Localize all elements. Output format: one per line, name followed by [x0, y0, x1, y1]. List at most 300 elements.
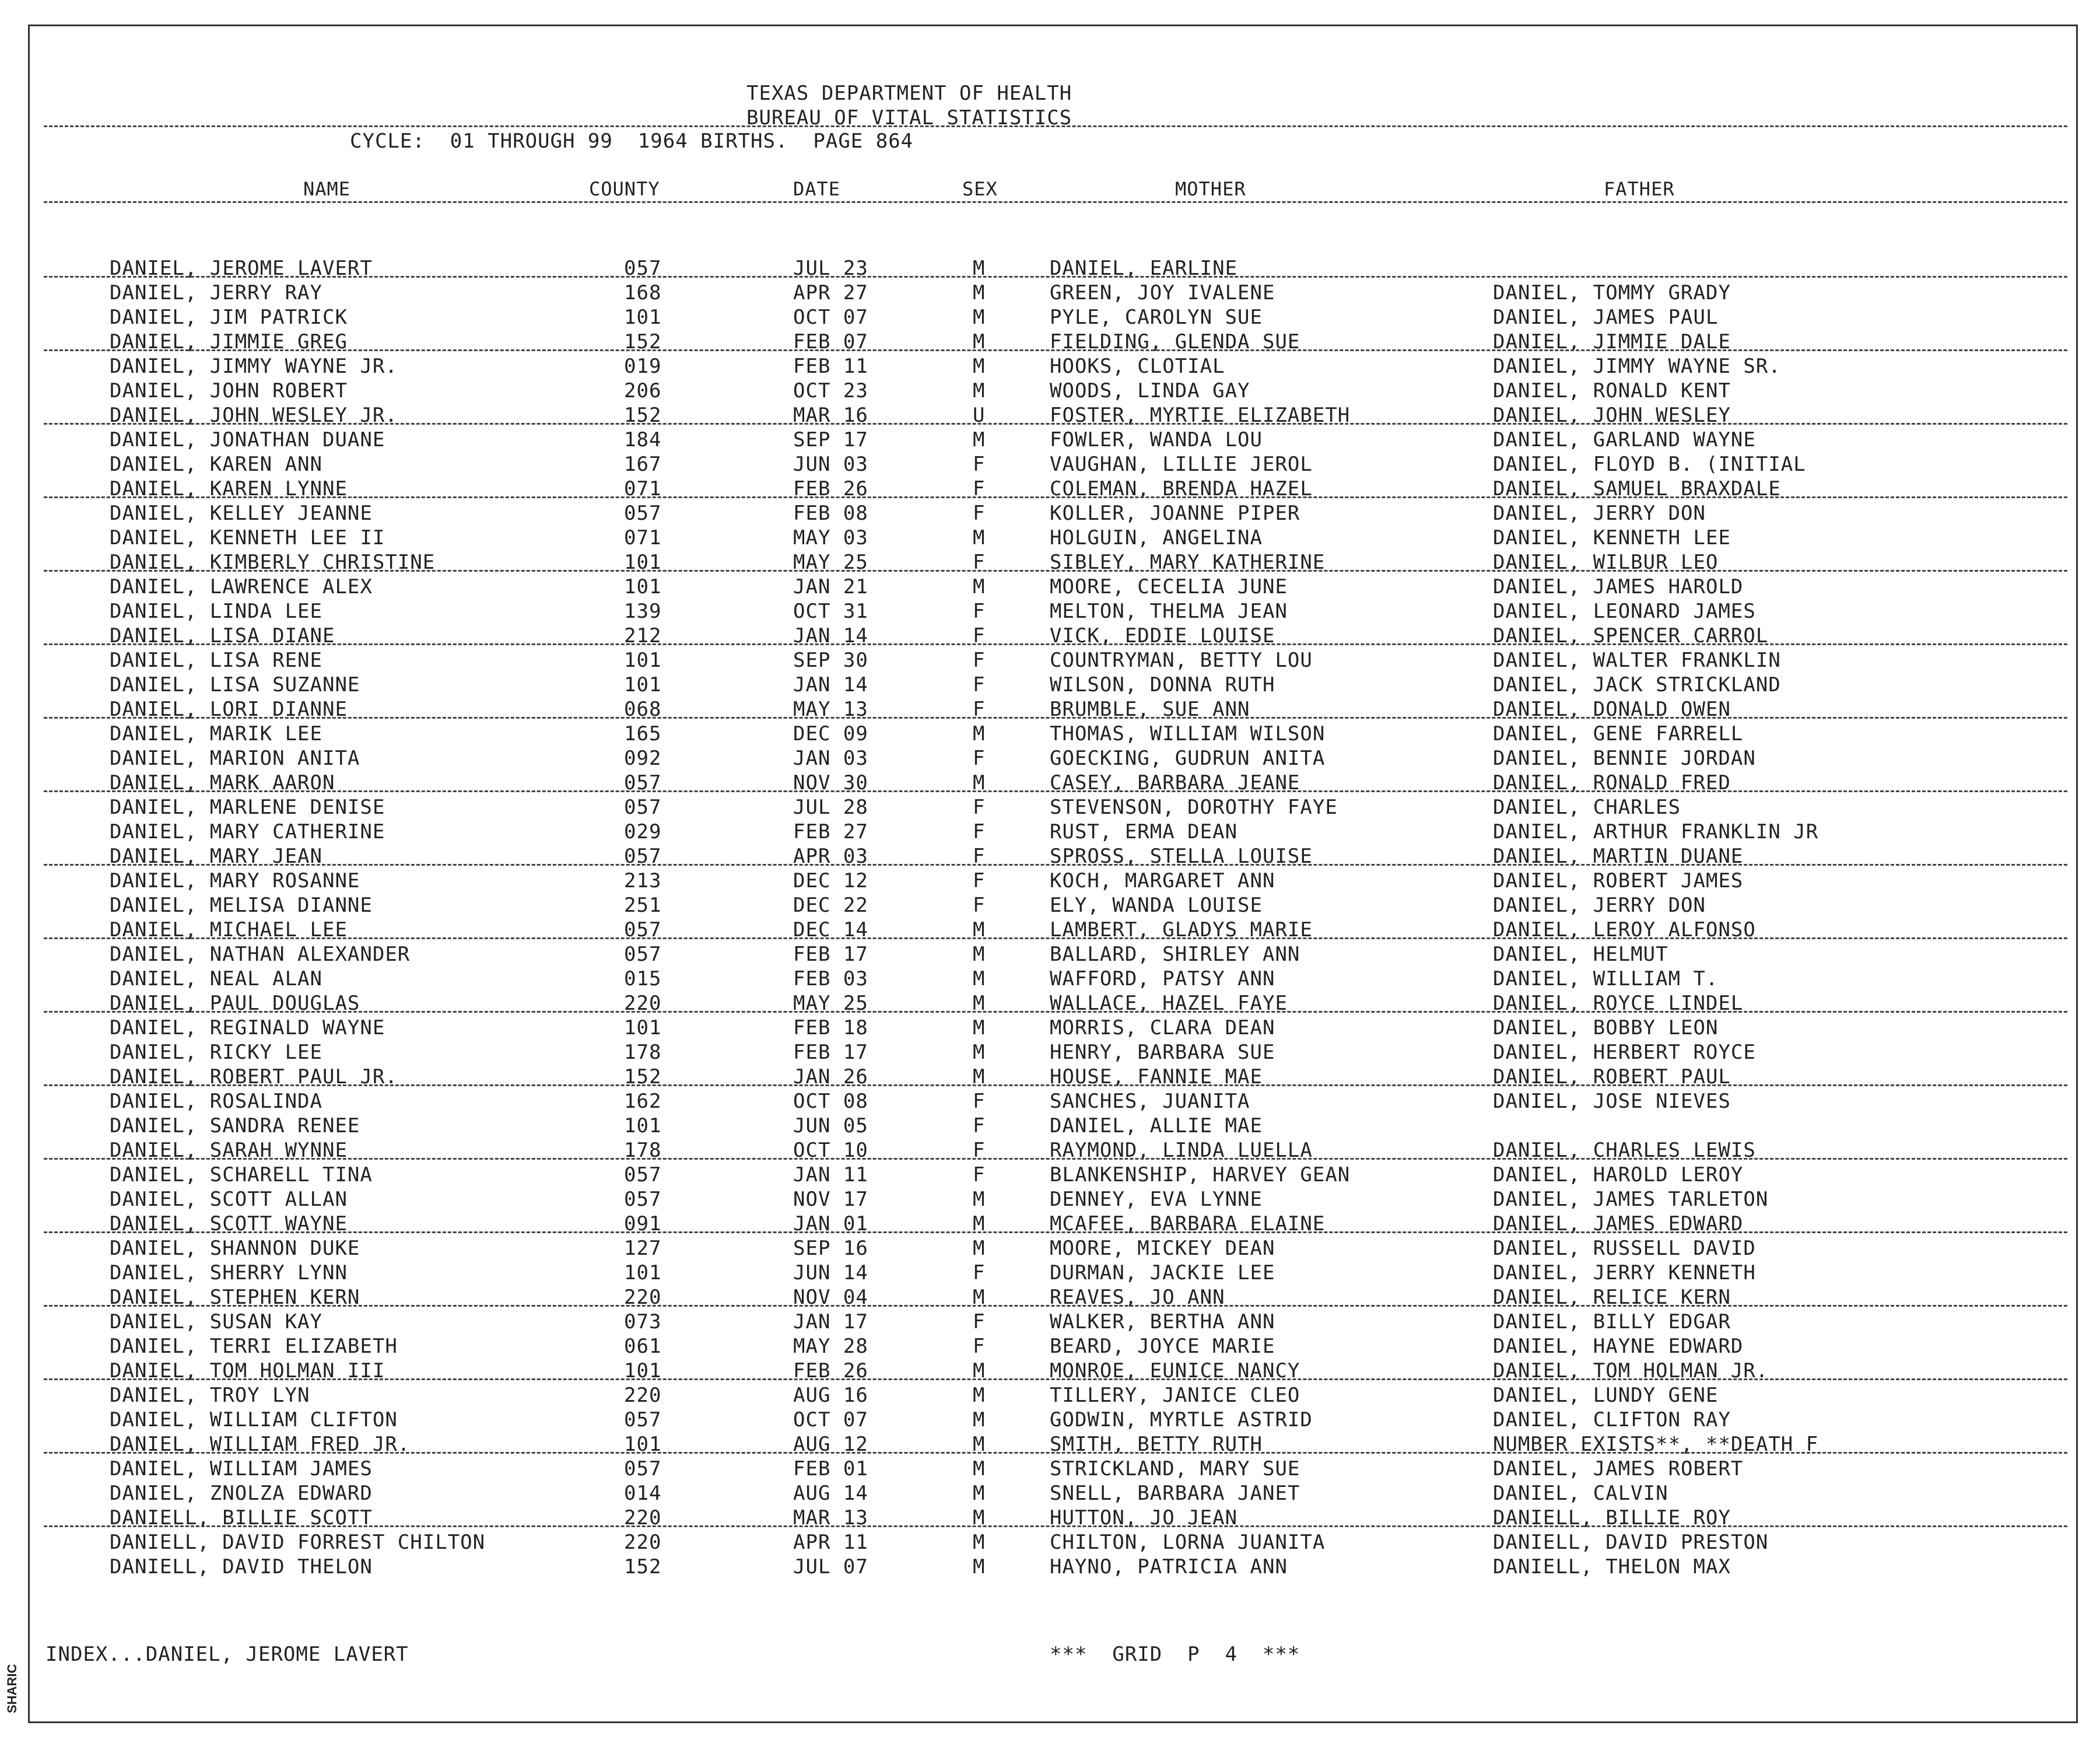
table-row [0, 992, 2100, 1016]
column-header-father: FATHER [1604, 178, 1675, 200]
cell-county: 071 [624, 477, 662, 501]
cell-date: OCT 07 [793, 1408, 868, 1432]
cell-father: DANIEL, CHARLES LEWIS [1493, 1139, 1756, 1162]
cell-name: DANIEL, SARAH WYNNE [110, 1139, 348, 1162]
cell-date: OCT 31 [793, 600, 868, 623]
cell-county: 092 [624, 747, 662, 770]
cell-sex: F [973, 869, 986, 892]
cell-date: AUG 12 [793, 1433, 868, 1456]
cell-county: 127 [624, 1237, 662, 1260]
cell-name: DANIEL, WILLIAM CLIFTON [110, 1408, 398, 1432]
cell-mother: BRUMBLE, SUE ANN [1050, 698, 1250, 721]
cell-date: FEB 26 [793, 1359, 868, 1382]
table-row [0, 796, 2100, 820]
cell-father: DANIEL, ARTHUR FRANKLIN JR [1493, 820, 1819, 844]
cell-sex: F [973, 1090, 986, 1113]
cell-date: OCT 23 [793, 379, 868, 402]
cell-mother: FIELDING, GLENDA SUE [1050, 330, 1300, 354]
cell-county: 101 [624, 1359, 662, 1382]
cell-date: JAN 26 [793, 1065, 868, 1088]
cell-mother: GOECKING, GUDRUN ANITA [1050, 747, 1326, 770]
cell-county: 220 [624, 1286, 662, 1309]
cell-mother: DURMAN, JACKIE LEE [1050, 1261, 1275, 1284]
cell-sex: M [973, 355, 986, 378]
table-row [0, 551, 2100, 575]
cell-county: 057 [624, 918, 662, 942]
cell-father: DANIEL, DONALD OWEN [1493, 698, 1731, 721]
cell-mother: SANCHES, JUANITA [1050, 1090, 1250, 1113]
table-row [0, 1114, 2100, 1139]
cell-sex: F [973, 845, 986, 868]
cell-mother: MOORE, CECELIA JUNE [1050, 575, 1288, 598]
table-row [0, 1212, 2100, 1237]
cell-date: NOV 04 [793, 1286, 868, 1309]
cell-mother: GREEN, JOY IVALENE [1050, 281, 1275, 304]
cell-name: DANIEL, LAWRENCE ALEX [110, 575, 373, 598]
cell-county: 057 [624, 943, 662, 966]
cell-mother: HENRY, BARBARA SUE [1050, 1041, 1275, 1064]
cell-father: DANIEL, JERRY KENNETH [1493, 1261, 1756, 1284]
cell-sex: M [973, 1286, 986, 1309]
cell-sex: M [973, 771, 986, 794]
cell-county: 101 [624, 649, 662, 672]
cell-county: 152 [624, 330, 662, 354]
table-row [0, 1163, 2100, 1188]
table-row [0, 1433, 2100, 1457]
table-row [0, 330, 2100, 355]
cell-sex: F [973, 1310, 986, 1334]
cell-mother: RAYMOND, LINDA LUELLA [1050, 1139, 1313, 1162]
table-row [0, 428, 2100, 453]
cell-county: 178 [624, 1041, 662, 1064]
cell-county: 057 [624, 1163, 662, 1186]
cell-name: DANIEL, MARLENE DENISE [110, 796, 385, 819]
cell-sex: F [973, 477, 986, 501]
cell-father: DANIEL, CHARLES [1493, 796, 1681, 819]
table-row [0, 1041, 2100, 1065]
cell-sex: M [973, 722, 986, 746]
cell-date: SEP 16 [793, 1237, 868, 1260]
cell-father: DANIEL, JERRY DON [1493, 894, 1706, 917]
cell-mother: DENNEY, EVA LYNNE [1050, 1188, 1263, 1211]
table-row [0, 379, 2100, 404]
cell-father: DANIEL, HAROLD LEROY [1493, 1163, 1744, 1186]
cell-county: 101 [624, 1261, 662, 1284]
table-row [0, 281, 2100, 306]
cell-sex: F [973, 1335, 986, 1358]
cell-date: APR 11 [793, 1531, 868, 1554]
table-row [0, 1310, 2100, 1335]
footer-index: INDEX...DANIEL, JEROME LAVERT [45, 1643, 409, 1666]
side-label: SHARIC [5, 1664, 19, 1714]
cell-county: 101 [624, 1016, 662, 1040]
cell-date: AUG 16 [793, 1384, 868, 1407]
cell-sex: M [973, 1212, 986, 1236]
cell-sex: M [973, 943, 986, 966]
cell-name: DANIEL, REGINALD WAYNE [110, 1016, 385, 1040]
cell-mother: MOORE, MICKEY DEAN [1050, 1237, 1275, 1260]
cell-county: 029 [624, 820, 662, 844]
cell-county: 139 [624, 600, 662, 623]
cell-date: MAY 28 [793, 1335, 868, 1358]
table-row [0, 600, 2100, 624]
cycle-line: CYCLE: 01 THROUGH 99 1964 BIRTHS. PAGE 864 [350, 130, 914, 153]
cell-county: 168 [624, 281, 662, 304]
cell-father: DANIEL, RELICE KERN [1493, 1286, 1731, 1309]
cell-mother: DANIEL, ALLIE MAE [1050, 1114, 1263, 1138]
cell-date: SEP 17 [793, 428, 868, 452]
cell-mother: WOODS, LINDA GAY [1050, 379, 1250, 402]
cell-mother: REAVES, JO ANN [1050, 1286, 1225, 1309]
cell-sex: F [973, 453, 986, 476]
cell-sex: M [973, 918, 986, 942]
cell-name: DANIEL, JIMMIE GREG [110, 330, 348, 354]
cell-sex: U [973, 404, 986, 427]
table-row [0, 1384, 2100, 1408]
cell-name: DANIEL, SCHARELL TINA [110, 1163, 373, 1186]
cell-sex: M [973, 1016, 986, 1040]
cell-county: 101 [624, 673, 662, 696]
cell-sex: M [973, 1457, 986, 1480]
cell-sex: M [973, 306, 986, 329]
table-row [0, 747, 2100, 771]
cell-county: 057 [624, 1457, 662, 1480]
cell-sex: M [973, 1433, 986, 1456]
cell-name: DANIEL, LISA SUZANNE [110, 673, 360, 696]
cell-sex: M [973, 992, 986, 1015]
cell-name: DANIEL, JERRY RAY [110, 281, 322, 304]
cell-sex: F [973, 673, 986, 696]
cell-county: 220 [624, 1506, 662, 1530]
cell-name: DANIEL, STEPHEN KERN [110, 1286, 360, 1309]
cell-mother: KOLLER, JOANNE PIPER [1050, 502, 1300, 525]
cell-father: DANIEL, JACK STRICKLAND [1493, 673, 1781, 696]
cell-father: DANIEL, JOSE NIEVES [1493, 1090, 1731, 1113]
bureau-title: BUREAU OF VITAL STATISTICS [746, 106, 1072, 130]
cell-date: FEB 11 [793, 355, 868, 378]
cell-name: DANIEL, WILLIAM JAMES [110, 1457, 373, 1480]
cell-name: DANIELL, DAVID FORREST CHILTON [110, 1531, 486, 1554]
cell-name: DANIEL, NEAL ALAN [110, 967, 322, 991]
agency-title: TEXAS DEPARTMENT OF HEALTH [746, 82, 1072, 105]
cell-name: DANIEL, SUSAN KAY [110, 1310, 322, 1334]
table-row [0, 1188, 2100, 1212]
cell-county: 068 [624, 698, 662, 721]
table-row [0, 1286, 2100, 1310]
cell-sex: F [973, 894, 986, 917]
cell-father: DANIEL, WILBUR LEO [1493, 551, 1719, 574]
cell-county: 071 [624, 526, 662, 550]
cell-mother: HOUSE, FANNIE MAE [1050, 1065, 1263, 1088]
cell-mother: RUST, ERMA DEAN [1050, 820, 1238, 844]
cell-sex: M [973, 526, 986, 550]
cell-sex: F [973, 747, 986, 770]
cell-date: JUL 28 [793, 796, 868, 819]
footer-grid: *** GRID P 4 *** [1050, 1643, 1300, 1666]
cell-mother: MCAFEE, BARBARA ELAINE [1050, 1212, 1326, 1236]
table-row [0, 1359, 2100, 1384]
cell-name: DANIEL, ROSALINDA [110, 1090, 322, 1113]
cell-mother: SMITH, BETTY RUTH [1050, 1433, 1263, 1456]
cell-sex: M [973, 1065, 986, 1088]
cell-name: DANIEL, TROY LYN [110, 1384, 310, 1407]
cell-father: DANIEL, WILLIAM T. [1493, 967, 1719, 991]
cell-date: MAY 13 [793, 698, 868, 721]
cell-father: DANIEL, JAMES PAUL [1493, 306, 1719, 329]
cell-date: JAN 11 [793, 1163, 868, 1186]
cell-father: DANIEL, SAMUEL BRAXDALE [1493, 477, 1781, 501]
cell-county: 152 [624, 1065, 662, 1088]
cell-father: DANIEL, RUSSELL DAVID [1493, 1237, 1756, 1260]
cell-date: JUL 23 [793, 257, 868, 280]
cell-date: DEC 09 [793, 722, 868, 746]
cell-sex: M [973, 575, 986, 598]
cell-father: DANIEL, KENNETH LEE [1493, 526, 1731, 550]
cell-father: DANIEL, JAMES HAROLD [1493, 575, 1744, 598]
cell-county: 212 [624, 624, 662, 648]
cell-name: DANIEL, RICKY LEE [110, 1041, 322, 1064]
cell-father: DANIELL, DAVID PRESTON [1493, 1531, 1769, 1554]
cell-date: DEC 14 [793, 918, 868, 942]
table-row [0, 771, 2100, 796]
cell-county: 178 [624, 1139, 662, 1162]
cell-county: 061 [624, 1335, 662, 1358]
cell-father: DANIEL, TOMMY GRADY [1493, 281, 1731, 304]
cell-name: DANIEL, SANDRA RENEE [110, 1114, 360, 1138]
cell-mother: VAUGHAN, LILLIE JEROL [1050, 453, 1313, 476]
cell-name: DANIELL, DAVID THELON [110, 1555, 373, 1578]
cell-father: DANIEL, ROBERT PAUL [1493, 1065, 1731, 1088]
cell-date: JUL 07 [793, 1555, 868, 1578]
cell-father: DANIEL, GARLAND WAYNE [1493, 428, 1756, 452]
cell-father: DANIEL, MARTIN DUANE [1493, 845, 1744, 868]
cell-name: DANIEL, MICHAEL LEE [110, 918, 348, 942]
cell-sex: M [973, 967, 986, 991]
cell-father: NUMBER EXISTS**, **DEATH F [1493, 1433, 1819, 1456]
cell-name: DANIEL, JEROME LAVERT [110, 257, 373, 280]
table-row [0, 1261, 2100, 1286]
table-row [0, 1555, 2100, 1580]
cell-father: DANIEL, TOM HOLMAN JR. [1493, 1359, 1769, 1382]
cell-father: DANIEL, JAMES TARLETON [1493, 1188, 1769, 1211]
cell-mother: MORRIS, CLARA DEAN [1050, 1016, 1275, 1040]
cell-county: 091 [624, 1212, 662, 1236]
cell-name: DANIEL, JIMMY WAYNE JR. [110, 355, 398, 378]
table-row [0, 575, 2100, 600]
cell-sex: M [973, 1041, 986, 1064]
cell-county: 251 [624, 894, 662, 917]
cell-sex: M [973, 281, 986, 304]
cell-mother: WALLACE, HAZEL FAYE [1050, 992, 1288, 1015]
cell-name: DANIELL, BILLIE SCOTT [110, 1506, 373, 1530]
cell-name: DANIEL, LISA DIANE [110, 624, 335, 648]
cell-county: 184 [624, 428, 662, 452]
table-row [0, 502, 2100, 526]
cell-father: DANIEL, JIMMIE DALE [1493, 330, 1731, 354]
cell-sex: M [973, 1359, 986, 1382]
cell-father: DANIEL, GENE FARRELL [1493, 722, 1744, 746]
cell-name: DANIEL, MELISA DIANNE [110, 894, 373, 917]
cell-sex: F [973, 820, 986, 844]
cell-sex: M [973, 1482, 986, 1505]
cell-father: DANIEL, ROYCE LINDEL [1493, 992, 1744, 1015]
cell-father: DANIEL, RONALD KENT [1493, 379, 1731, 402]
cell-mother: TILLERY, JANICE CLEO [1050, 1384, 1300, 1407]
records-table [0, 257, 2100, 1580]
cell-father: DANIEL, SPENCER CARROL [1493, 624, 1769, 648]
cell-sex: F [973, 1163, 986, 1186]
cell-date: MAY 25 [793, 551, 868, 574]
cell-name: DANIEL, KAREN LYNNE [110, 477, 348, 501]
cell-sex: F [973, 551, 986, 574]
table-row [0, 453, 2100, 477]
cell-mother: HOOKS, CLOTIAL [1050, 355, 1225, 378]
table-row [0, 1237, 2100, 1261]
cell-county: 073 [624, 1310, 662, 1334]
cell-date: MAR 16 [793, 404, 868, 427]
cell-name: DANIEL, MARION ANITA [110, 747, 360, 770]
column-header-mother: MOTHER [1175, 178, 1246, 200]
cell-name: DANIEL, JIM PATRICK [110, 306, 348, 329]
table-row [0, 1335, 2100, 1359]
cell-father: DANIEL, RONALD FRED [1493, 771, 1731, 794]
cell-name: DANIEL, MARK AARON [110, 771, 335, 794]
cell-sex: M [973, 1237, 986, 1260]
cell-father: DANIEL, LEONARD JAMES [1493, 600, 1756, 623]
cell-date: DEC 22 [793, 894, 868, 917]
cell-date: FEB 01 [793, 1457, 868, 1480]
cell-county: 152 [624, 1555, 662, 1578]
cell-date: JUN 14 [793, 1261, 868, 1284]
cell-date: JAN 14 [793, 624, 868, 648]
cell-mother: THOMAS, WILLIAM WILSON [1050, 722, 1326, 746]
cell-date: MAR 13 [793, 1506, 868, 1530]
table-row [0, 1065, 2100, 1090]
cell-date: FEB 08 [793, 502, 868, 525]
cell-county: 220 [624, 1384, 662, 1407]
cell-mother: PYLE, CAROLYN SUE [1050, 306, 1263, 329]
table-row [0, 894, 2100, 918]
cell-county: 220 [624, 992, 662, 1015]
cell-date: OCT 08 [793, 1090, 868, 1113]
cell-father: DANIEL, JAMES ROBERT [1493, 1457, 1744, 1480]
cell-sex: F [973, 600, 986, 623]
cell-name: DANIEL, JOHN WESLEY JR. [110, 404, 398, 427]
cell-father: DANIEL, FLOYD B. (INITIAL [1493, 453, 1806, 476]
cell-date: JAN 17 [793, 1310, 868, 1334]
table-row [0, 722, 2100, 747]
cell-father: DANIEL, JOHN WESLEY [1493, 404, 1731, 427]
cell-father: DANIEL, JAMES EDWARD [1493, 1212, 1744, 1236]
cell-name: DANIEL, KENNETH LEE II [110, 526, 385, 550]
cell-name: DANIEL, SHANNON DUKE [110, 1237, 360, 1260]
cell-mother: MONROE, EUNICE NANCY [1050, 1359, 1300, 1382]
cell-sex: F [973, 796, 986, 819]
cell-mother: WILSON, DONNA RUTH [1050, 673, 1275, 696]
cell-sex: F [973, 1139, 986, 1162]
cell-father: DANIEL, ROBERT JAMES [1493, 869, 1744, 892]
table-row [0, 649, 2100, 673]
cell-county: 206 [624, 379, 662, 402]
cell-date: JAN 01 [793, 1212, 868, 1236]
cell-county: 220 [624, 1531, 662, 1554]
table-row [0, 526, 2100, 551]
cell-mother: HUTTON, JO JEAN [1050, 1506, 1238, 1530]
table-row [0, 306, 2100, 330]
cell-sex: M [973, 1188, 986, 1211]
cell-father: DANIEL, HERBERT ROYCE [1493, 1041, 1756, 1064]
table-row [0, 698, 2100, 722]
table-row [0, 1482, 2100, 1506]
table-row [0, 355, 2100, 379]
cell-name: DANIEL, KELLEY JEANNE [110, 502, 373, 525]
cell-sex: M [973, 1384, 986, 1407]
cell-sex: M [973, 330, 986, 354]
cell-mother: SNELL, BARBARA JANET [1050, 1482, 1300, 1505]
cell-name: DANIEL, MARY ROSANNE [110, 869, 360, 892]
column-header-divider [44, 201, 2067, 203]
table-row [0, 673, 2100, 698]
column-header-county: COUNTY [589, 178, 660, 200]
cell-mother: STRICKLAND, MARY SUE [1050, 1457, 1300, 1480]
cell-mother: FOSTER, MYRTIE ELIZABETH [1050, 404, 1351, 427]
cell-mother: KOCH, MARGARET ANN [1050, 869, 1275, 892]
table-row [0, 477, 2100, 502]
cell-date: FEB 18 [793, 1016, 868, 1040]
cell-county: 015 [624, 967, 662, 991]
table-row [0, 1016, 2100, 1041]
cell-county: 057 [624, 845, 662, 868]
cell-father: DANIEL, CLIFTON RAY [1493, 1408, 1731, 1432]
cell-name: DANIEL, TOM HOLMAN III [110, 1359, 385, 1382]
cell-name: DANIEL, LISA RENE [110, 649, 322, 672]
cell-county: 057 [624, 1408, 662, 1432]
cell-sex: M [973, 1506, 986, 1530]
cell-name: DANIEL, KAREN ANN [110, 453, 322, 476]
cell-county: 101 [624, 306, 662, 329]
table-row [0, 918, 2100, 943]
cell-county: 019 [624, 355, 662, 378]
cell-name: DANIEL, ZNOLZA EDWARD [110, 1482, 373, 1505]
cell-county: 057 [624, 257, 662, 280]
cell-mother: BEARD, JOYCE MARIE [1050, 1335, 1275, 1358]
cell-mother: STEVENSON, DOROTHY FAYE [1050, 796, 1338, 819]
cell-mother: SIBLEY, MARY KATHERINE [1050, 551, 1326, 574]
cell-sex: M [973, 257, 986, 280]
column-header-sex: SEX [962, 178, 998, 200]
cell-father: DANIEL, CALVIN [1493, 1482, 1668, 1505]
cell-father: DANIEL, BILLY EDGAR [1493, 1310, 1731, 1334]
table-row [0, 1139, 2100, 1163]
cell-county: 057 [624, 796, 662, 819]
cell-mother: COLEMAN, BRENDA HAZEL [1050, 477, 1313, 501]
cell-county: 057 [624, 771, 662, 794]
cell-mother: MELTON, THELMA JEAN [1050, 600, 1288, 623]
cell-county: 213 [624, 869, 662, 892]
cell-county: 165 [624, 722, 662, 746]
table-row [0, 869, 2100, 894]
cell-date: OCT 07 [793, 306, 868, 329]
cell-sex: F [973, 1261, 986, 1284]
cell-county: 014 [624, 1482, 662, 1505]
header-divider [44, 125, 2067, 127]
cell-date: JAN 21 [793, 575, 868, 598]
table-row [0, 1090, 2100, 1114]
cell-name: DANIEL, KIMBERLY CHRISTINE [110, 551, 436, 574]
cell-name: DANIEL, TERRI ELIZABETH [110, 1335, 398, 1358]
cell-date: MAY 03 [793, 526, 868, 550]
cell-name: DANIEL, MARY CATHERINE [110, 820, 385, 844]
